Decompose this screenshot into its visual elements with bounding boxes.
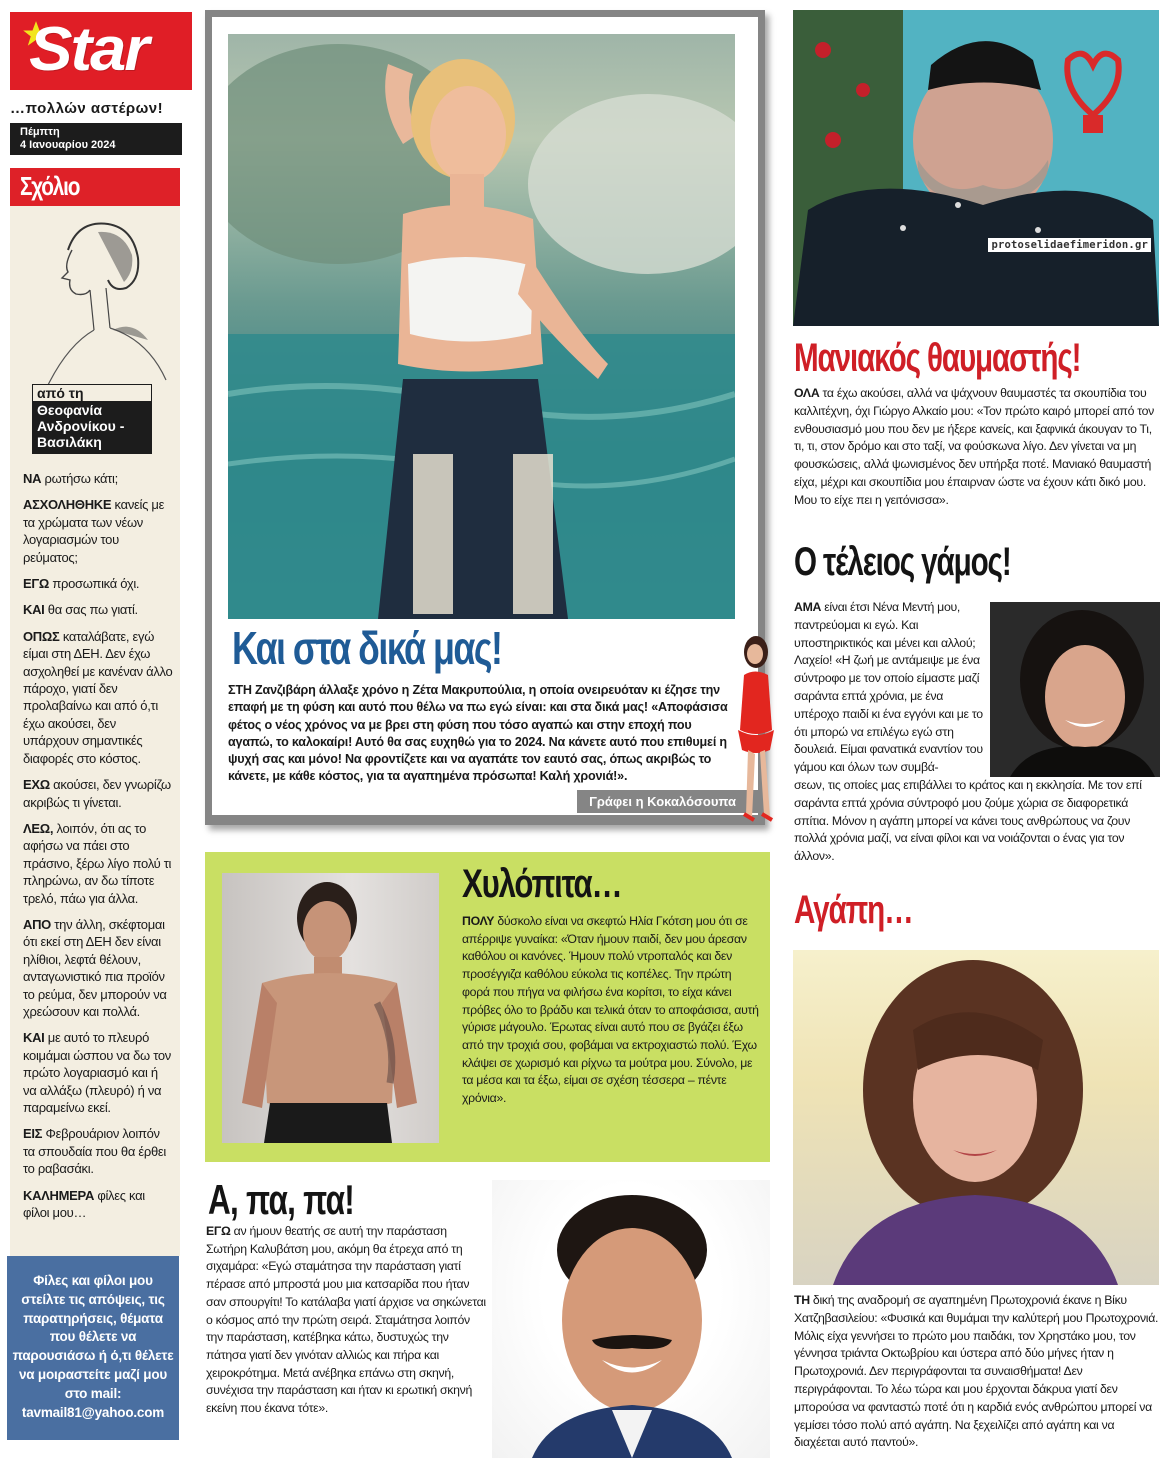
feature-story-frame xyxy=(205,10,765,825)
feature-story xyxy=(212,17,758,815)
apapa-headline: Α, πα, πα! xyxy=(208,1176,354,1223)
comment-paragraph xyxy=(23,1029,173,1116)
paragraph-text: ακούσει, δεν γνωρίζω ακριβώς τι γίνεται. xyxy=(23,777,171,810)
paragraph-lead: ΑΠΟ xyxy=(23,916,51,932)
paragraph-text: προσωπικά όχι. xyxy=(49,576,140,592)
apapa-body xyxy=(206,1223,488,1418)
wedding-body-part1 xyxy=(794,599,986,777)
paragraph-text: με αυτό το πλευρό κοιμάμαι ώσπου να δω τον πρώτο λογαριασμό και ή να αλλάξω (πλευρό) ή να παραμείνω εκεί. xyxy=(23,1030,171,1115)
comment-paragraph xyxy=(23,496,173,566)
wedding-photo[interactable] xyxy=(990,602,1160,777)
comment-paragraph xyxy=(23,628,173,767)
paragraph-lead: ΠΟΛΥ xyxy=(462,914,495,928)
section-title-comment xyxy=(10,168,180,206)
woman-by-pool-illustration xyxy=(228,34,735,619)
maniac-body xyxy=(794,385,1160,510)
comment-paragraph xyxy=(23,1125,173,1177)
issue-date: 4 Ιανουαρίου 2024 xyxy=(20,139,116,151)
shirtless-man-illustration xyxy=(222,873,439,1143)
paragraph-text: τα έχω ακούσει, αλλά να ψάχνουν θαυμαστές τα σκουπίδια του καλλιτέχνη, όχι Γιώργο Αλκαίο μου: «Τον πρώτο καιρό μπορεί από τον ενθουσιασμό μου που δεν με ήξερε κανείς, και ξαφνικά άκουγαν το Τι, τι, τι, στον δρόμο και στο ταξί, να φούσκωνα λίγο. Δεν γίνεται να μη φουσκώσεις, αλλά ψωνισμένος δεν υπήρξα ποτέ. Μανιακό θαυμαστή είχα, μέχρι και σκουπίδια μου έπαιρναν ώστε να έχουν κάτι δικό μου. Μου το είχε πει η γειτόνισσα». xyxy=(794,386,1155,507)
paragraph-text: είναι έτσι Νένα Μεντή μου, παντρεύομαι κι εγώ. Και υποστηρικτικός και μένει και αλλού; Λαχείο! «Η ζωή με αντάμειψε με ένα σύντροφο με τον οποίο είμαστε μαζί σαράντα επτά χρόνια, με ένα υπέροχο παιδί κι ένα εγγόνι και με το ότι μπορώ να επιλέγω εγώ στη δουλειά. Είμαι φανατικά εναντίον του γάμου και όλων των συμβά- xyxy=(794,600,983,775)
brunette-woman-illustration xyxy=(793,950,1159,1285)
agapi-body xyxy=(794,1292,1160,1452)
feature-body xyxy=(228,682,728,786)
maniac-headline: Μανιακός θαυμαστής! xyxy=(794,336,1081,380)
paragraph-lead: ΕΓΩ xyxy=(23,576,50,592)
apapa-photo[interactable] xyxy=(492,1180,770,1458)
man-in-black-cap-illustration xyxy=(793,10,1159,326)
paragraph-lead: ΚΑΛΗΜΕΡΑ xyxy=(23,1187,95,1203)
watermark: protoselidaefimeridon.gr xyxy=(988,238,1151,252)
paragraph-text: φίλες και φίλοι μου… xyxy=(23,1187,145,1221)
paragraph-lead: ΟΠΩΣ xyxy=(23,628,60,644)
contact-email-link[interactable]: tavmail81@yahoo.com xyxy=(21,1404,165,1420)
byline-prefix: από τη xyxy=(33,385,151,401)
paragraph-text: καταλάβατε, εγώ είμαι στη ΔΕΗ. Δεν έχω ασχοληθεί με κανέναν άλλο πάροχο, γιατί δεν προλαβαίνω και από ό,τι έχω ακούσει, δεν υπάρχουν σημαντικές διαφορές στο κόστος. xyxy=(23,628,173,766)
wedding-headline: Ο τέλειος γάμος! xyxy=(794,540,1011,584)
older-woman-illustration xyxy=(990,602,1160,777)
xylopita-body xyxy=(462,913,762,1108)
tagline: …πολλών αστέρων! xyxy=(10,100,164,117)
byline-name xyxy=(33,401,151,453)
paragraph-text: δύσκολο είναι να σκεφτώ Ηλία Γκότση μου ότι σε απέρριψε γυναίκα: «Όταν ήμουν παιδί, δεν μου άρεσαν καθόλου οι κανόνες. Ήμουν πολύ ντροπαλός και δεν προσέγγιζα καθόλου εύκολα τις κοπέλες. Την πρώτη φορά που πήγα να φιλήσω ένα κορίτσι, το είχα κάνει πρόβες όλο το βράδυ και τελικά όταν το αποφάσισα, αυτή γύρισε μάγουλο. Έρωτας είναι αυτό που σε βγάζει έξω από την τροχιά σου, φοβάμαι να εκτροχιαστώ πολύ. Έχω κλάψει σε χωρισμό και ρίχνω τα μούτρα μου. Σύνολο, με τα μέσα και τα έξω, είμαι σε σχέση τέσσερα – πέντε χρόνια». xyxy=(462,914,759,1106)
byline-name-line: Θεοφανία xyxy=(37,402,102,418)
paragraph-text: Φεβρουάριον λοιπόν τα σπουδαία που θα έρθει το ραβασάκι. xyxy=(23,1126,166,1177)
paragraph-text: αν ήμουν θεατής σε αυτή την παράσταση Σωτήρη Καλυβάτση μου, ακόμη θα έτρεχα από τη σιχαμάρα: «Εγώ σταμάτησα την παράσταση γιατί πέρασε από μπροστά μου μια κατσαρίδα που ήταν σαν σπουργίτι! Το κατάλαβα γιατί άρχισε να σηκώνεται ο κόσμος από την πρώτη σειρά. Σταμάτησα λοιπόν την παράσταση, κατέβηκα κάτω, δυστυχώς την πάτησα γιατί δεν γινόταν αλλιώς και πήρα και χειροκρότημα. Μετά ανέβηκα επάνω στη σκηνή, συνέχισα την παράσταση και ήταν κι ερωτική σκηνή εκείνη που έκανα τότε». xyxy=(206,1224,486,1416)
paragraph-lead: ΛΕΩ, xyxy=(23,820,54,836)
comment-paragraph xyxy=(23,820,173,907)
comment-paragraph xyxy=(23,1187,173,1222)
paragraph-lead: ΚΑΙ xyxy=(23,1030,45,1046)
logo-text: Star xyxy=(29,15,148,84)
columnist-mascot-illustration xyxy=(730,630,775,825)
paragraph-lead: ΚΑΙ xyxy=(23,602,45,618)
paragraph-lead: ΕΓΩ xyxy=(206,1224,231,1238)
paragraph-text: κανείς με τα χρώματα των νέων λογαριασμών του ρεύματος; xyxy=(23,497,165,565)
smiling-man-illustration xyxy=(492,1180,770,1458)
paragraph-text: την άλλη, σκέφτομαι ότι εκεί στη ΔΕΗ δεν είναι ηλίθιοι, λεφτά θέλουν, ανταγωνιστικό πια προϊόν το ρεύμα, δεν μπορούν να χρεώσουν και πολλά. xyxy=(23,916,167,1019)
comment-paragraph xyxy=(23,916,173,1020)
columnist-sketch-illustration xyxy=(28,210,168,385)
wedding-body-part2: σεων, τις οποίες μας επιβάλλει το κράτος και η εκκλησία. Με τον επί σαράντα επτά χρόνια σύντροφό μου ζούμε χώρια σε διαφορετικά σπίτια. Μόνον η αγάπη μπορεί να κάνει τους ανθρώπους να ζουν πολλά χρόνια μαζί, να είναι φίλοι και να νοιάζονται ο ένας για τον άλλον». xyxy=(794,778,1142,864)
comment-paragraph xyxy=(23,470,173,487)
comment-paragraph xyxy=(23,601,173,618)
paragraph-text: δική της αναδρομή σε αγαπημένη Πρωτοχρονιά έκανε η Βίκυ Χατζηβασιλείου: «Φυσικά και θυμάμαι την καλύτερή μου Πρωτοχρονιά. Μόλις είχα γεννήσει το πρώτο μου παιδάκι, τον Χρηστάκο μου, τον γέννησα τριάντα Οκτωβρίου και ύστερα από δύο μήνες ήταν η Πρωτοχρονιά. Δεν περιγράφονται τα συναισθήματα! Δεν περιγράφονται. Το λέω τώρα και μου έρχονται δάκρυα γιατί δεν μπορούσα να φανταστώ ποτέ ότι η καρδιά ενός ανθρώπου μπορεί να γεμίσει τόσο πολύ από αγάπη. Να ξεχειλίζει από αγάπη και να διαχέεται αυτό παντού». xyxy=(794,1293,1159,1450)
paragraph-text: λοιπόν, ότι ας το αφήσω να πάει στο πράσινο, ξέρω λίγο πολύ τι πληρώνω, αν δω τίποτε τρελό, πάω για άλλα. xyxy=(23,820,172,906)
paragraph-text: θα σας πω γιατί. xyxy=(44,602,138,618)
comment-body xyxy=(23,470,173,1230)
feature-photo[interactable] xyxy=(228,34,735,619)
mailbox-text: Φίλες και φίλοι μου στείλτε τις απόψεις, τις παρατηρήσεις, θέματα που θέλετε να παρουσιάσω ή ό,τι θέλετε να μοιραστείτε μαζί μου στο mail: xyxy=(12,1273,174,1401)
paragraph-text: Ζανζιβάρη άλλαξε χρόνο η Ζέτα Μακρυπούλια, η οποία ονειρευόταν κι έζησε την επαφή με τη φύση και αυτό που θέλω να πω εγώ είναι: και στα δικά μας! «Αποφάσισα φέτος ο νέος χρόνος να με βρει στη φύση που τόσο αγαπώ και στην εποχή που αγαπώ, το καλοκαίρι! Αυτό θα σας ευχηθώ για το 2024. Να κάνετε αυτό που επιθυμεί η ψυχή σας και μόνο! Να φροντίζετε και να αγαπάτε τον εαυτό σας, όπως ακριβώς το κάνετε, με κάθε κόστος, για τα αγαπημένα πρόσωπα! Καλή χρονιά!». xyxy=(228,683,728,784)
paragraph-lead: ΑΣΧΟΛΗΘΗΚΕ xyxy=(23,497,112,513)
columnist-byline xyxy=(32,384,152,454)
star-logo[interactable] xyxy=(10,12,192,90)
maniac-photo[interactable] xyxy=(793,10,1159,326)
paragraph-lead: ΤΗ xyxy=(794,1293,810,1307)
reader-mail-box xyxy=(7,1256,179,1440)
paragraph-text: ρωτήσω κάτι; xyxy=(41,471,118,486)
agapi-photo[interactable] xyxy=(793,950,1159,1285)
xylopita-photo[interactable] xyxy=(222,873,439,1143)
section-title-text: Σχόλιο xyxy=(20,171,80,201)
comment-paragraph xyxy=(23,575,173,592)
feature-headline: Και στα δικά μας! xyxy=(232,622,502,674)
byline-name-line: Βασιλάκη xyxy=(37,434,102,450)
paragraph-lead: ΑΜΑ xyxy=(794,600,822,614)
paragraph-lead: ΣΤΗ xyxy=(228,683,252,697)
issue-day: Πέμπτη xyxy=(20,126,60,138)
paragraph-lead: ΕΙΣ xyxy=(23,1126,43,1142)
comment-paragraph xyxy=(23,776,173,811)
agapi-headline: Αγάπη… xyxy=(794,888,913,932)
paragraph-lead: ΟΛΑ xyxy=(794,386,820,400)
author-tag: Γράφει η Κοκαλόσουπα xyxy=(577,790,758,813)
byline-name-line: Ανδρονίκου - xyxy=(37,418,125,434)
paragraph-lead: ΝΑ xyxy=(23,471,42,486)
paragraph-lead: ΕΧΩ xyxy=(23,777,50,793)
date-bar xyxy=(10,123,182,155)
xylopita-headline: Χυλόπιτα… xyxy=(462,862,622,906)
